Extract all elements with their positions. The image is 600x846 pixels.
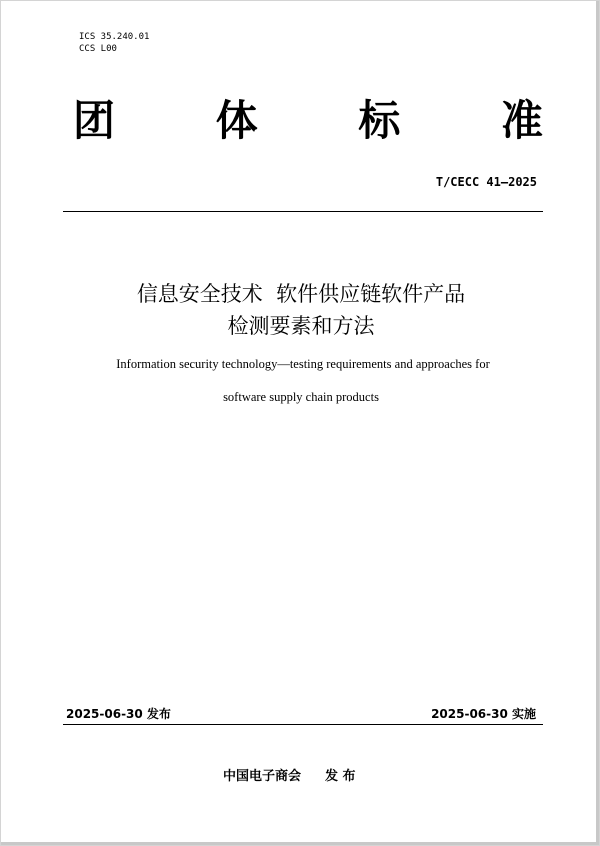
- publisher-name: 中国电子商会: [223, 769, 302, 784]
- top-divider: [63, 211, 543, 212]
- publisher-action: 发 布: [325, 769, 356, 784]
- classification-codes: [79, 31, 149, 55]
- ics-code: ICS 35.240.01: [79, 32, 150, 42]
- standard-number: T/CECC 41—2025: [435, 175, 537, 189]
- standard-type-heading: [73, 93, 543, 149]
- release-date: 2025-06-30 发布: [66, 707, 171, 721]
- heading-char: 准: [500, 96, 543, 145]
- english-title-line2: software supply chain products: [223, 390, 379, 404]
- heading-char: 体: [215, 96, 258, 145]
- ccs-code: CCS L00: [79, 44, 117, 54]
- heading-char: 标: [358, 96, 401, 145]
- implementation-date: 2025-06-30 实施: [431, 707, 536, 721]
- publisher-line: [223, 765, 356, 784]
- chinese-title-line2: 检测要素和方法: [227, 314, 375, 338]
- heading-char: 团: [73, 96, 116, 145]
- bottom-divider: [63, 724, 543, 725]
- chinese-title-line1: 信息安全技术 软件供应链软件产品: [136, 282, 466, 306]
- english-title-line1: Information security technology—testing requirements and approaches for: [116, 357, 490, 371]
